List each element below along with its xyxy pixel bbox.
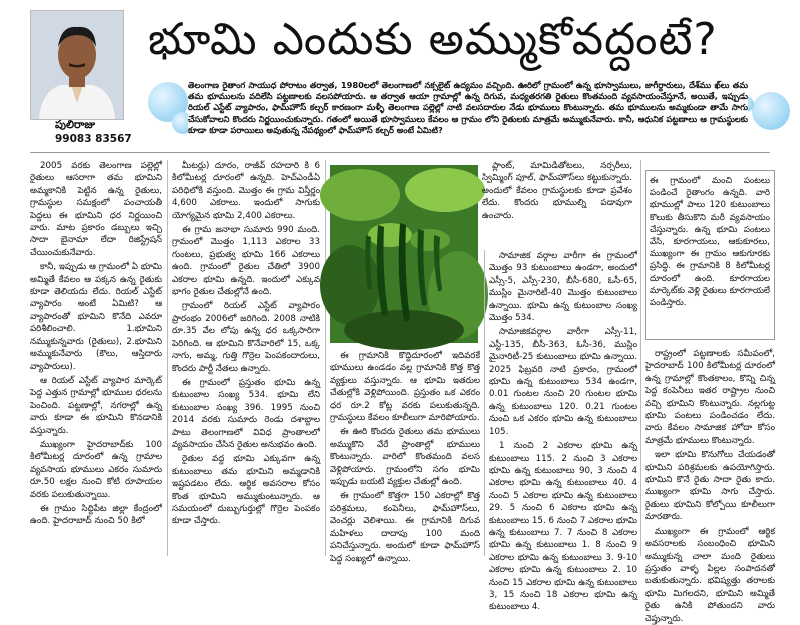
paragraph: ఈ గ్రామం సిద్దిపేట జిల్లా కేంద్రంలో ఉంది. హైదరాబాద్ నుంచి 50 కిలో <box>30 503 162 527</box>
article-column-3a <box>482 160 632 240</box>
paragraph: గ్రామంలో రియల్ ఎస్టేట్ వ్యాపారం ప్రారంభం 2006లో జరిగింది. 2008 నాటికి రూ.35 వేల లోపు ఉన్న ధర ఒక్కసారిగా పెరిగింది. ఆ భూమిని కొనేవారిలో 15, ఒక్క నాగు, అమ్మ, గుత్తి గొర్రెల పెంపకందారులు, కొందరు పార్టీ నేతలు ఉన్నారు. <box>172 301 320 374</box>
author-phone: 99083 83567 <box>55 133 132 145</box>
chili-plant-photo <box>330 165 478 343</box>
article-column-4 <box>489 250 637 613</box>
paragraph: 1 నుంచి 2 ఎకరాల భూమి ఉన్న కుటుంబాలు 115. 2 నుంచి 3 ఎకరాల భూమి ఉన్న కుటుంబాలు 90, 3 నుంచి 4 ఎకరాల భూమి ఉన్న కుటుంబాలు 40. 4 నుంచి 5 ఎకరాల భూమి ఉన్న కుటుంబాలు 29. 5 నుంచి 6 ఎకరాల భూమి ఉన్న కుటుంబాలు 15. 6 నుంచి 7 ఎకరాల భూమి ఉన్న కుటుంబాలు 7. 7 నుంచి 8 ఎకరాల భూమి ఉన్న కుటుంబాలు 1. 8 నుంచి 9 ఎకరాల భూమి ఉన్న కుటుంబాలు 3. 9-10 ఎకరాల భూమి ఉన్న కుటుంబాలు 2. 10 నుంచి 15 ఎకరాల భూమి ఉన్న కుటుంబాలు 3, 15 నుంచి 18 ఎకరాల భూమి ఉన్న కుటుంబాలు 4. <box>489 441 637 613</box>
paragraph: మీటర్లు) దూరం, రాజీవ్ రహదారి కి 6 కిలోమీటర్ల దూరంలో ఉన్నది. హెచ్ఎండీఏ పరిధిలోకి వస్తుంది. మొత్తం ఈ గ్రామ విస్తీర్ణం 4,600 ఎకరాలు. ఇందులో సాగుకు యోగ్యమైన భూమి 2,400 ఎకరాలు. <box>172 161 320 221</box>
author-photo <box>30 10 124 120</box>
sidebar-box-text: ఈ గ్రామంలో మంచి పంటలు పండించే రైతాంగం ఉన్నది. వారి భూముల్లో పాలు 120 కుటుంబాలు కొలుకు తీసుకొని మరీ వ్యవసాయం చేస్తున్నారు. ఉన్న భూమి పంటలు వేసి, కూరగాయలు, ఆకుకూరలు, ముఖ్యంగా ఈ గ్రామం ఆకుగూరకు ప్రసిద్ధి. ఈ గ్రామానికి 8 కిలోమీటర్ల దూరంలో ఉంది. కూరగాయల మార్కెట్‌కు వెళ్లి రైతులు కూరగాయలే పండిస్తారు. <box>650 176 770 309</box>
divider <box>30 152 770 153</box>
article-column-5 <box>645 348 775 624</box>
column-rule <box>325 160 326 556</box>
paragraph: ఈ గ్రామ జనాభా సుమారు 990 మంది. గ్రామంలో మొత్తం 1,113 ఎకరాల 33 గుంటలు, ప్రభుత్వ భూమి 166 ఎకరాలు ఉంది. గ్రామంలో రైతుల చేతిలో 3900 ఎకరాల భూమి ఉన్నది. ఇందులో ఎక్కువ భాగం రైతుల చేతుల్లోనే ఉంది. <box>172 225 320 298</box>
paragraph: రాష్ట్రంలో పట్టణాలకు సమీపంలో, హైదరాబాద్ 100 కిలోమీటర్ల దూరంలో ఉన్న గ్రామాల్లో కొంతకాలం, కొన్ని చిన్న పెద్ద కంపెనీలు ఇతర రాష్ట్రాల నుంచి వచ్చి భూమిని కొంటున్నారు. నల్లగుట్ట భూమి పంటలు పండించడం లేదు. వారు కేవలం సామాజిక హోదా కోసం మాత్రమే భూములు కొంటున్నారు. <box>645 349 775 446</box>
decorative-bubble-right <box>752 92 790 130</box>
paragraph: కానీ, ఇప్పుడు ఆ గ్రామంలో ఏ భూమి అమ్మితే కేవలం ఆ పక్కన ఉన్న రైతుకు కూడా తెలియదు లేదు. రియల్ ఎస్టేట్ వ్యాపారం అంటే ఏమిటి? ఆ వ్యాపారంతో భూమిని కొనేది ఎవరూ పరిశీలించాలి. 1.భూమిని నమ్ముకున్నవారు (రైతులు), 2.భూమిని అమ్ముకునేవారు (కౌలు, ఆస్తిదారు వ్యాపారులు). <box>30 262 162 372</box>
sidebar-box <box>645 170 775 340</box>
paragraph: సామాజిక వర్గాల వారీగా ఈ గ్రామంలో మొత్తం 93 కుటుంబాలు ఉండగా, అందులో ఎస్సీ-5, ఎస్సీ-230, బీసీ-680, ఓసీ-65, ముస్లిం మైనారిటీ-40 మొత్తం కుటుంబాలు ఉన్నాయి. భూమి ఉన్న కుటుంబాల సంఖ్య మొత్తం 534. <box>489 251 637 324</box>
paragraph: ముఖ్యంగా ఈ గ్రామంలో ఆర్థిక అవసరాలకు సంబంధించి భూమిని అమ్ముకున్న చాలా మంది రైతులు ప్రస్తుతం వాళ్ళ పిల్లల సంపాదనతో బతుకుతున్నారు. భవిష్యత్తు తరాలకు భూమి మిగలదని, భూమిని అమ్మితే రైతు ఉనికి పోతుందని వారు చెప్తున్నారు. <box>645 526 775 624</box>
paragraph: ఈ గ్రామానికి కొద్దిదూరంలో ఇదివరకే భూములు ఉండడం వల్ల గ్రామానికి కొత్త కొత్త వ్యక్తులు వస్తున్నారు. ఆ భూమి ఇతరుల చేతుల్లోకి వెళ్లిపోయింది. ప్రస్తుతం ఒక ఎకరం ధర రూ.2 కోట్ల వరకు పలుకుతున్నది. గ్రామస్థులు కేవలం కూలీలుగా మారిపోయారు. <box>330 351 480 424</box>
headline: భూమి ఎందుకు అమ్ముకోవద్దంటే? <box>148 14 718 65</box>
column-rule <box>640 160 641 556</box>
paragraph: ఈ గ్రామంలో ప్రస్తుతం భూమి ఉన్న కుటుంబాల సంఖ్య 534. భూమి లేని కుటుంబాల సంఖ్య 396. 1995 నుంచి 2014 వరకు సుమారు రెండు దశాబ్దాల పాటు తెలంగాణలో వివిధ ప్రాంతాలలో వ్యవసాయం చేసిన రైతుల అనుభవం ఉంది. <box>172 377 320 450</box>
column-rule <box>484 250 485 556</box>
paragraph: ఈ గ్రామంలో కొత్తగా 150 ఎకరాల్లో కొత్త పరిశ్రమలు, కంపెనీలు, ఫామ్‌హౌస్‌లు, వెంచర్లు వెలిశాయి. ఈ గ్రామానికి దిగువ మహిళలు దాదాపు 100 మంది పనిచేస్తున్నారు. అందులో కూడా ఫామ్‌హౌస్ పెద్ద సంఖ్యలో ఉన్నాయి. <box>330 491 480 564</box>
paragraph: ఆ రియల్ ఎస్టేట్ వ్యాపార మార్కెట్ పెద్ద ఎత్తున గ్రామాల్లో భూముల ధరలను పెంచింది. పట్టణాల్లో, నగరాల్లో ఉన్న వారు కూడా ఈ భూమిని కొనడానికి వస్తున్నారు. <box>30 375 162 436</box>
paragraph: రైతుల వద్ద భూమి ఎక్కువగా ఉన్న కుటుంబాలు తమ భూమిని అమ్మడానికి ఇష్టపడటం లేదు. ఆర్థిక అవసరాల కోసం కొంత భూమిని అమ్ముకుంటున్నారు. ఆ సమయంలో దుబ్బుగుర్తుల్లో గొర్రెల పెంపకం కూడా చేస్తారు. <box>172 454 320 527</box>
paragraph: ఈ ఊరి కొందరు రైతులు తమ భూములు అమ్ముకొని వేరే ప్రాంతాల్లో భూములు కొంటున్నారు. వారిలో కొంతమంది వలస వెళ్లిపోయారు. గ్రామంలోని సగం భూమి ఇప్పుడు బయటి వ్యక్తుల చేతుల్లో ఉంది. <box>330 427 480 488</box>
article-column-1 <box>30 160 162 556</box>
paragraph: ఇలా భూమి కొనుగోలు చేయడంతో భూమిని పరిశ్రమలకు ఉపయోగిస్తారు. భూమిని కొనే రైతు సాదా రైతు కాదు. ముఖ్యంగా భూమి సాగు చేస్తారు. రైతులు భూమిని కోల్పోయి కూలీలుగా మారతారు. <box>645 450 775 523</box>
article-column-2 <box>172 160 320 556</box>
paragraph: 2005 వరకు తెలంగాణ పల్లెల్లో రైతులు ఆసరాగా తమ భూమిని అమ్మకానికి పెట్టిన ఉన్న రైతులు, గ్రామస్థుల సమక్షంలో పంచాయతీ పెద్దలు ఈ భూమిని ధర నిర్ణయించి వారు. మాట ప్రకారం డబ్బులు ఇచ్చి సాదా బైనామా లేదా రిజిస్ట్రేషన్ చేయించుకునేవారు. <box>30 161 162 258</box>
author-name: పులిరాజు <box>55 118 95 131</box>
column-rule <box>167 160 168 556</box>
paragraph: ప్లాంట్, మామిడితోటలు, నర్సరీలు, స్విమ్మింగ్ పూల్, ఫామ్‌హౌస్‌లు కట్టుకున్నారు. అందులో కేవలం గ్రామస్థులకు కూడా ప్రవేశం లేదు. కొందరు భూముల్ని పడావుగా ఉంచారు. <box>482 161 632 221</box>
paragraph: ముఖ్యంగా హైదరాబాద్‌కు 100 కిలోమీటర్ల దూరంలో ఉన్న గ్రామాల వ్యవసాయ భూములు ఎకరం సుమారు రూ.50 లక్షల నుంచి కోటి రూపాయల వరకు పలుకుతున్నాయి. <box>30 439 162 500</box>
paragraph: సామాజికవర్గాల వారీగా ఎస్సీ-11, ఎస్టీ-135, బీసీ-363, ఓసీ-36, ముస్లిం మైనారిటీ-25 కుటుంబాలు భూమి ఉన్నాయి. 2025 ఫిబ్రవరి నాటి ప్రకారం, గ్రామంలో భూమి ఉన్న కుటుంబాలు 534 ఉండగా, 0.01 గుంటల నుంచి 20 గుంటల భూమి ఉన్న కుటుంబాలు 120. 0.21 గుంటల నుంచి ఒక ఎకరం భూమి ఉన్న కుటుంబాలు 105. <box>489 327 637 437</box>
article-column-3b <box>330 350 480 564</box>
intro-paragraph: తెలంగాణ రైతాంగ సాయుధ పోరాటం తర్వాత, 1980లలో తెలంగాణలో నక్సలైట్ ఉద్యమం వచ్చింది. ఊరిలో గ్రామంలో ఉన్న భూస్వాములు, జాగీర్దారులు, దేశ్‌ము ఖ్‌లు తమ తమ భూములను వదిలేసి పట్టణాలకు వలసపోయారు. ఆ తర్వాత ఆయా గ్రామాల్లో ఉన్న దిగువ, మధ్యతరగతి రైతులు కొంతమంది వ్యవసాయంచేస్తూనే, అయితే, ఇప్పుడు రియల్ ఎస్టేట్ వ్యాపారం, ఫామ్‌హౌస్ కల్చర్ కారణంగా మళ్ళీ తెలంగాణ పల్లెల్లో నాటి వలసదారుల నేడు భూములు కొంటున్నారు. తమ భూములను అమ్మకుండా తామే సాగు చేసుకోవాలని కొందరు నిర్ణయించుకున్నారు. గతంలో అయితే భూస్వాములు కేవలం ఆ గ్రామం లోని రైతులకు మాత్రమే అమ్ముకునేవారు. కానీ, ఆధునిక పట్టణాలు ఆ గ్రామస్థులకు కూడా కూడా పరాయిలు అవుతున్న నేపథ్యంలో ఫామ్‌హౌస్ కల్చర్ అంటే ఏమిటి? <box>188 80 748 140</box>
